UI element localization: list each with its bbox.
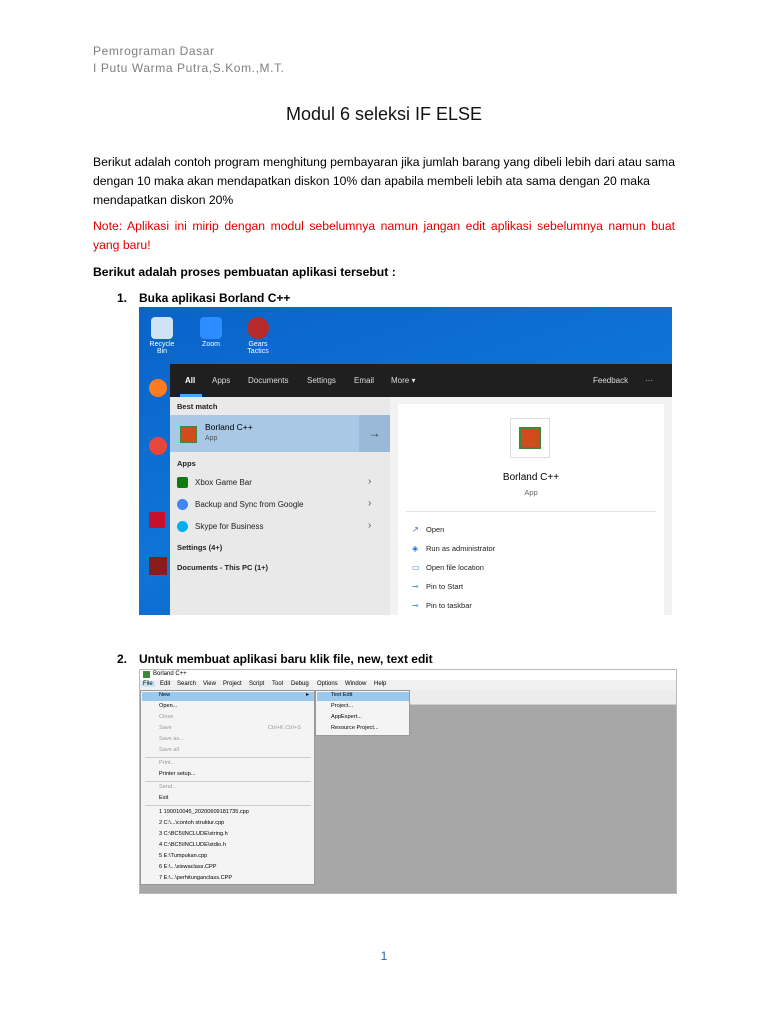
file-menu-open[interactable]: Open... [159,703,178,709]
screenshot-borland-file-menu [139,669,677,894]
borland-icon [180,426,197,443]
folder-icon: ▭ [412,563,420,572]
pin-icon: ⊸ [412,582,419,591]
kingsoft-icon [149,512,165,528]
file-menu-print[interactable]: Print... [159,760,176,766]
step-2-text: Untuk membuat aplikasi baru klik file, new, text edit [139,652,433,666]
app-item-skype[interactable]: Skype for Business › [170,517,390,537]
recent-file-5[interactable]: 5 E:\Tumpukan.cpp [159,853,208,859]
submenu-arrow-icon: ▸ [306,692,310,698]
xbox-icon [177,477,188,488]
file-menu-save-as[interactable]: Save as... [159,736,184,742]
chevron-right-icon: › [368,498,372,509]
mendeley-icon [149,557,167,575]
best-match-type: App [205,435,218,442]
app-item-backup-sync[interactable]: Backup and Sync from Google › [170,495,390,515]
page-number: 1 [380,949,388,963]
step-1-number: 1. [117,291,128,305]
settings-header[interactable]: Settings (4+) [177,543,223,552]
file-menu-close[interactable]: Close [159,714,174,720]
recent-file-4[interactable]: 4 C:\BC5\INCLUDE\stdio.h [159,842,226,848]
header-course: Pemrograman Dasar [93,44,215,58]
pin-icon: ⊸ [412,601,419,610]
screenshot-windows-search [139,307,672,615]
submenu-text-edit[interactable]: Text Edit [331,692,353,698]
chrome-icon [149,437,167,455]
menu-separator [145,805,311,806]
menu-file[interactable]: File [143,681,153,687]
new-submenu [315,690,410,736]
submenu-resource-project[interactable]: Resource Project... [331,725,379,731]
menu-separator [145,757,311,758]
app-item-xbox[interactable]: Xbox Game Bar › [170,473,390,493]
recent-file-3[interactable]: 3 C:\BC5\INCLUDE\string.h [159,831,228,837]
file-menu-printer-setup[interactable]: Printer setup... [159,771,196,777]
recycle-bin-icon [151,317,173,339]
detail-app-name: Borland C++ [502,472,560,483]
step-1-text: Buka aplikasi Borland C++ [139,291,291,305]
detail-app-type: App [524,488,538,497]
menu-script[interactable]: Script [249,681,265,687]
recent-file-6[interactable]: 6 E:\...\siswaclass.CPP [159,864,217,870]
tab-apps[interactable]: Apps [212,376,231,385]
file-menu-send[interactable]: Send... [159,784,177,790]
chevron-right-icon: › [368,476,372,487]
action-pin-start[interactable]: ⊸ Pin to Start [412,582,464,591]
intro-paragraph: Berikut adalah contoh program menghitung pembayaran jika jumlah barang yang dibeli lebih dari atau sama dengan 10 maka akan mendapatkan diskon 10% dan apabila membeli lebih ata sama dengan 20 maka mendapatkan diskon 20% [93,155,675,207]
action-pin-taskbar[interactable]: ⊸ Pin to taskbar [412,601,472,610]
desktop-icon-recycle-bin: Recycle Bin [144,317,180,355]
best-match-name: Borland C++ [205,422,253,432]
action-open[interactable]: ↗ Open [412,525,445,534]
process-intro: Berikut adalah proses pembuatan aplikasi tersebut : [93,265,396,279]
submenu-appexpert[interactable]: AppExpert... [331,714,362,720]
tab-documents[interactable]: Documents [248,376,289,385]
recent-file-1[interactable]: 1 190010045_20200609181735.cpp [159,809,249,815]
file-menu-dropdown [140,690,315,885]
menu-debug[interactable]: Debug [291,681,309,687]
tab-settings[interactable]: Settings [307,376,336,385]
step-2-number: 2. [117,652,128,666]
page-title: Modul 6 seleksi IF ELSE [285,104,483,124]
recent-file-7[interactable]: 7 E:\...\perhitunganclass.CPP [159,875,233,881]
chevron-right-icon: › [368,520,372,531]
borland-large-icon [510,418,550,458]
tab-email[interactable]: Email [354,376,375,385]
menu-edit[interactable]: Edit [160,681,171,687]
menu-help[interactable]: Help [374,681,387,687]
menu-search[interactable]: Search [177,681,197,687]
zoom-icon [200,317,222,339]
window-titlebar [140,670,677,680]
gears-tactics-icon [247,317,269,339]
menu-view[interactable]: View [203,681,216,687]
recent-file-2[interactable]: 2 C:\...\contoh struktur.cpp [159,820,225,826]
documents-header[interactable]: Documents - This PC (1+) [177,563,269,572]
detail-pane [398,404,664,615]
best-match-item[interactable] [170,415,390,452]
file-menu-save-all[interactable]: Save all [159,747,179,753]
feedback-link[interactable]: Feedback [593,376,629,385]
search-panel [170,364,672,615]
action-open-location[interactable]: ▭ Open file location [412,563,484,572]
shield-icon: ◈ [412,544,419,553]
more-options-icon[interactable]: ··· [645,376,653,385]
arrow-right-icon[interactable]: → [359,415,390,452]
window-title: Borland C++ [153,671,187,677]
desktop-icon-zoom: Zoom [193,317,229,348]
menu-options[interactable]: Options [317,681,338,687]
menu-tool[interactable]: Tool [272,681,284,687]
skype-icon [177,521,188,532]
firefox-icon [149,379,167,397]
tab-more[interactable]: More ▾ [391,376,416,385]
tab-all[interactable]: All [185,376,196,385]
desktop-icon-gears-tactics: Gears Tactics [240,317,276,355]
results-column [170,397,390,615]
note-paragraph: Note: Aplikasi ini mirip dengan modul sebelumnya namun jangan edit aplikasi sebelumnya namun buat yang baru! [93,219,675,252]
apps-header: Apps [177,459,196,468]
menu-project[interactable]: Project [223,681,242,687]
menu-window[interactable]: Window [345,681,367,687]
action-run-admin[interactable]: ◈ Run as administrator [412,544,496,553]
search-tabs [170,364,672,397]
menu-separator [145,781,311,782]
save-shortcut: Ctrl+K Ctrl+S [268,725,301,731]
detail-divider [406,511,656,512]
file-menu-new[interactable]: New [159,692,171,698]
cloud-icon [177,499,188,510]
file-menu-exit[interactable]: Exit [159,795,169,801]
file-menu-save[interactable]: Save [159,725,172,731]
header-author: I Putu Warma Putra,S.Kom.,M.T. [93,61,285,75]
submenu-project[interactable]: Project... [331,703,354,709]
best-match-header: Best match [177,402,218,411]
borland-window-icon [143,671,150,678]
open-icon: ↗ [412,525,419,534]
